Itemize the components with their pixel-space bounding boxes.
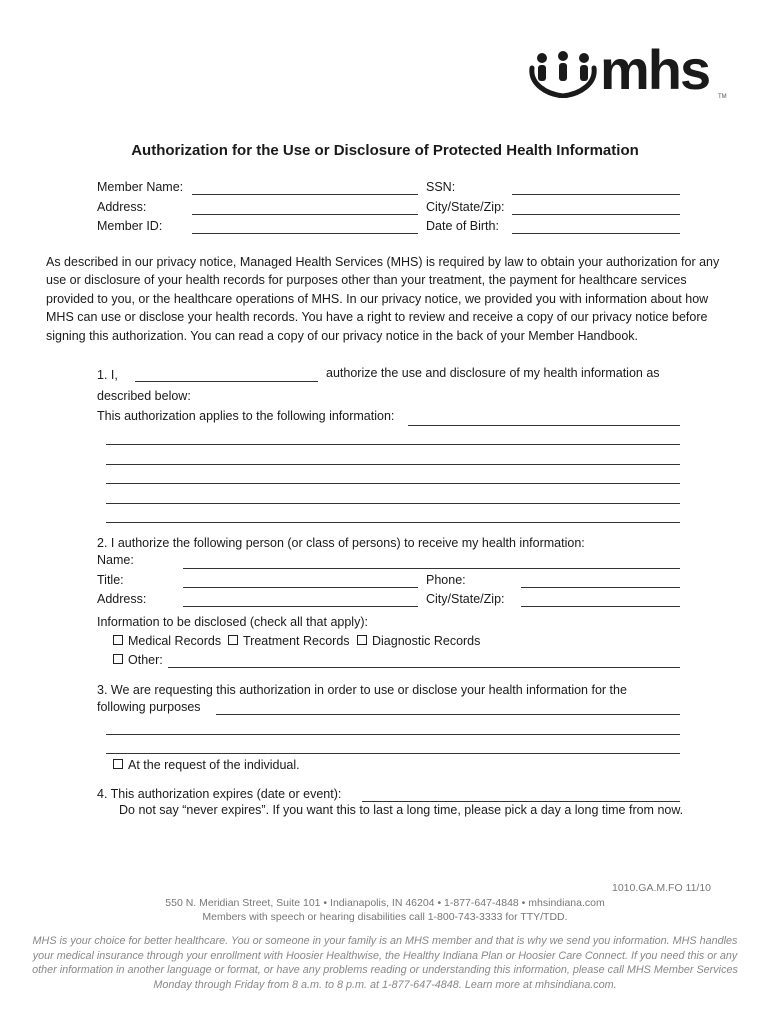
section4-heading: 4. This authorization expires (date or event): <box>97 787 342 801</box>
section3-cont: following purposes <box>97 700 201 714</box>
medical-records-checkbox[interactable] <box>113 635 123 645</box>
member-address-field[interactable] <box>192 214 418 215</box>
section1-cont: described below: <box>97 389 191 403</box>
diagnostic-records-checkbox[interactable] <box>357 635 367 645</box>
diagnostic-records-option[interactable] <box>357 634 480 649</box>
member-address-label: Address: <box>97 200 147 214</box>
dob-label: Date of Birth: <box>426 219 499 233</box>
section1-prefix: 1. I, <box>97 368 118 382</box>
member-city-label: City/State/Zip: <box>426 200 505 214</box>
other-label: Other: <box>128 653 163 667</box>
form-id: 1010.GA.M.FO 11/10 <box>612 882 712 894</box>
diagnostic-records-label: Diagnostic Records <box>372 634 481 648</box>
purpose-line-1[interactable] <box>216 714 680 715</box>
purpose-line-2[interactable] <box>106 734 680 735</box>
treatment-records-checkbox[interactable] <box>228 635 238 645</box>
info-line-2[interactable] <box>106 444 680 445</box>
footer-tty: Members with speech or hearing disabilities call 1-800-743-3333 for TTY/TDD. <box>202 911 568 923</box>
treatment-records-option[interactable] <box>228 634 350 649</box>
member-id-label: Member ID: <box>97 219 163 233</box>
info-line-6[interactable] <box>106 522 680 523</box>
member-name-label: Member Name: <box>97 180 184 194</box>
info-line-3[interactable] <box>106 464 680 465</box>
recipient-phone-field[interactable] <box>521 587 680 588</box>
ssn-label: SSN: <box>426 180 456 194</box>
section1-applies: This authorization applies to the following information: <box>97 409 395 423</box>
request-option[interactable] <box>113 758 300 773</box>
info-line-5[interactable] <box>106 503 680 504</box>
footer-disclaimer: MHS is your choice for better healthcare. You or someone in your family is an MHS member and that is why we send you information. MHS handles your medical insurance through your enrollment with Hoosier Healthwise, the Healthy Indiana Plan or Hoosier Care Connect. If you need this or any other information in another language or format, or have any problems reading or understanding this information, please call MHS Member Services Monday through Friday from 8 a.m. to 8 p.m. at 1-877-647-4848. Learn more at mhsindiana.com. <box>32 935 738 991</box>
medical-records-option[interactable] <box>113 634 221 649</box>
section2-heading: 2. I authorize the following person (or class of persons) to receive my health information: <box>97 536 585 550</box>
other-option[interactable] <box>113 653 163 668</box>
member-id-field[interactable] <box>192 233 418 234</box>
info-line-1[interactable] <box>408 425 680 426</box>
document-title: Authorization for the Use or Disclosure of Protected Health Information <box>131 142 639 159</box>
member-city-field[interactable] <box>512 214 680 215</box>
expiration-field[interactable] <box>362 801 680 802</box>
other-checkbox[interactable] <box>113 654 123 664</box>
recipient-title-field[interactable] <box>183 587 418 588</box>
privacy-intro: As described in our privacy notice, Managed Health Services (MHS) is required by law to obtain your authorization for any use or disclosure of your health records for purposes other than your treatment, the payment for healthcare services provided to you, or the healthcare operations of MHS. In our privacy notice, we provided you with information about how MHS can use or disclose your health records. You have a right to review and receive a copy of our privacy notice before signing this authorization. You can read a copy of our privacy notice in the back of your Member Handbook. <box>46 255 720 343</box>
info-disclosed-label: Information to be disclosed (check all that apply): <box>97 615 368 629</box>
family-icon <box>528 50 598 98</box>
section1-suffix: authorize the use and disclosure of my health information as <box>326 366 660 380</box>
recipient-city-label: City/State/Zip: <box>426 592 505 606</box>
recipient-address-field[interactable] <box>183 606 418 607</box>
section4-note: Do not say “never expires”. If you want this to last a long time, please pick a day a long time from now. <box>119 803 684 817</box>
recipient-phone-label: Phone: <box>426 573 466 587</box>
info-line-4[interactable] <box>106 483 680 484</box>
recipient-name-label: Name: <box>97 553 134 567</box>
logo-text: mhs <box>600 38 710 101</box>
section3-heading: 3. We are requesting this authorization in order to use or disclose your health information for the <box>97 683 627 697</box>
treatment-records-label: Treatment Records <box>243 634 350 648</box>
other-field[interactable] <box>168 667 680 668</box>
purpose-line-3[interactable] <box>106 753 680 754</box>
recipient-name-field[interactable] <box>183 568 680 569</box>
recipient-city-field[interactable] <box>521 606 680 607</box>
request-checkbox[interactable] <box>113 759 123 769</box>
ssn-field[interactable] <box>512 194 680 195</box>
section1-name-field[interactable] <box>135 381 318 382</box>
member-name-field[interactable] <box>192 194 418 195</box>
mhs-logo <box>528 38 728 106</box>
recipient-address-label: Address: <box>97 592 147 606</box>
request-label: At the request of the individual. <box>128 758 300 772</box>
medical-records-label: Medical Records <box>128 634 222 648</box>
trademark: TM <box>718 94 727 100</box>
footer-address: 550 N. Meridian Street, Suite 101 • Indianapolis, IN 46204 • 1-877-647-4848 • mhsindiana.com <box>165 897 605 909</box>
recipient-title-label: Title: <box>97 573 124 587</box>
dob-field[interactable] <box>512 233 680 234</box>
